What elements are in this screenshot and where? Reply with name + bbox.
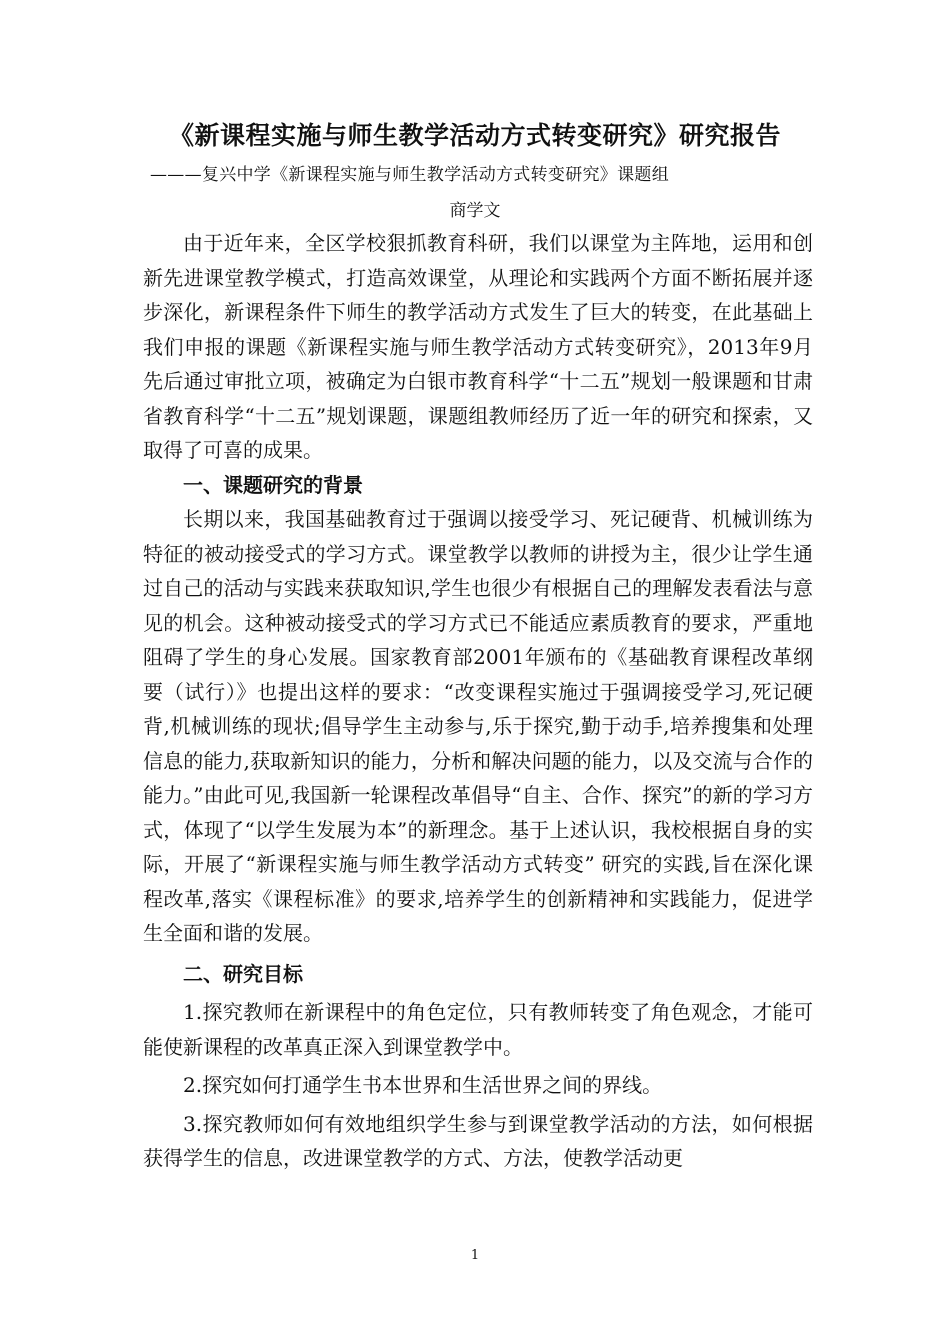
section2-heading: 二、研究目标: [183, 961, 303, 986]
goal-item-3: 3.探究教师如何有效地组织学生参与到课堂教学活动的方法，如何根据获得学生的信息，改进课堂教学的方式、方法，使教学活动更: [143, 1111, 813, 1170]
document-title: 《新课程实施与师生教学活动方式转变研究》研究报告: [168, 121, 781, 150]
document-subtitle: ———复兴中学《新课程实施与师生教学活动方式转变研究》课题组: [150, 165, 669, 185]
intro-paragraph: 由于近年来，全区学校狠抓教育科研，我们以课堂为主阵地，运用和创新先进课堂教学模式，打造高效课堂，从理论和实践两个方面不断拓展并逐步深化，新课程条件下师生的教学活动方式发生了巨大的转变，在此基础上我们申报的课题《新课程实施与师生教学活动方式转变研究》，2013年9月先后通过审批立项，被确定为白银市教育科学“十二五”规划一般课题和甘肃省教育科学“十二五”规划课题，课题组教师经历了近一年的研究和探索，又取得了可喜的成果。: [143, 231, 813, 462]
goal-item-1: 1.探究教师在新课程中的角色定位，只有教师转变了角色观念，才能可能使新课程的改革真正深入到课堂教学中。: [143, 1000, 813, 1059]
document-author: 商学文: [449, 201, 501, 221]
page-number: 1: [470, 1248, 480, 1263]
section1-heading: 一、课题研究的背景: [183, 472, 363, 497]
document-body: [143, 226, 813, 1176]
section1-paragraph: 长期以来，我国基础教育过于强调以接受学习、死记硬背、机械训练为特征的被动接受式的学习方式。课堂教学以教师的讲授为主，很少让学生通过自己的活动与实践来获取知识,学生也很少有根据自己的理解发表看法与意见的机会。这种被动接受式的学习方式已不能适应素质教育的要求，严重地阻碍了学生的身心发展。国家教育部2001年颁布的《基础教育课程改革纲要（试行）》也提出这样的要求：“改变课程实施过于强调接受学习,死记硬背,机械训练的现状;倡导学生主动参与,乐于探究,勤于动手,培养搜集和处理信息的能力,获取新知识的能力，分析和解决问题的能力，以及交流与合作的能力。”由此可见,我国新一轮课程改革倡导“自主、合作、探究”的新的学习方式，体现了“以学生发展为本”的新理念。基于上述认识，我校根据自身的实际，开展了“新课程实施与师生教学活动方式转变” 研究的实践,旨在深化课程改革,落实《课程标准》的要求,培养学生的创新精神和实践能力，促进学生全面和谐的发展。: [143, 507, 813, 945]
goal-item-2: 2.探究如何打通学生书本世界和生活世界之间的界线。: [183, 1073, 663, 1097]
